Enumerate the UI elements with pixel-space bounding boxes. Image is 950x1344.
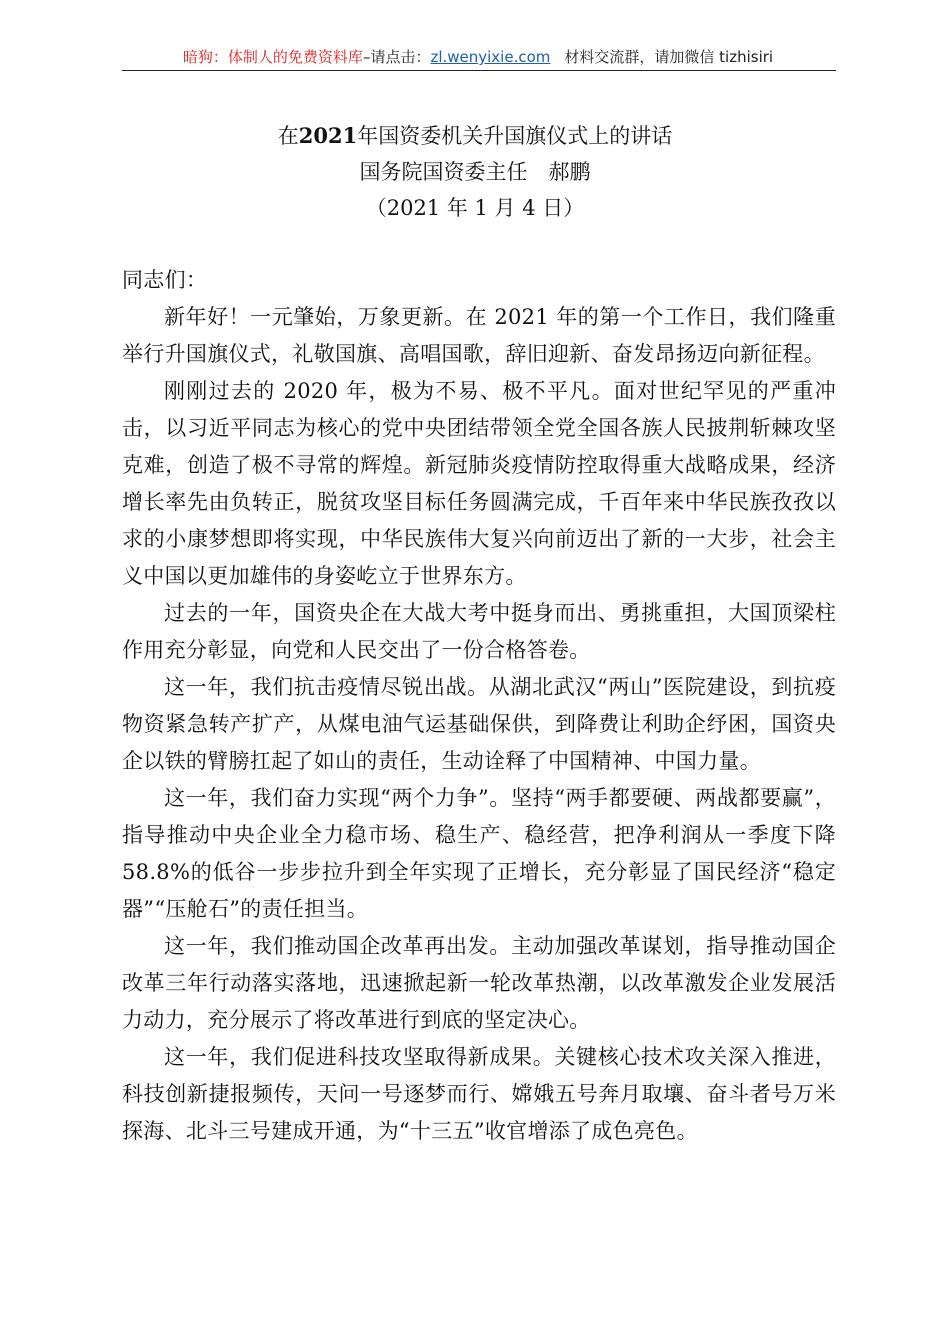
page-header (122, 44, 834, 70)
document-speaker: 国务院国资委主任 郝鹏 (359, 160, 591, 184)
paragraph: 这一年，我们推动国企改革再出发。主动加强改革谋划，指导推动国企改革三年行动落实落地，迅速掀起新一轮改革热潮，以改革激发企业发展活力动力，充分展示了将改革进行到底的坚定决心。 (122, 934, 836, 1032)
header-wechat: 材料交流群，请加微信 tizhisiri (564, 48, 774, 66)
paragraph: 过去的一年，国资央企在大战大考中挺身而出、勇挑重担，大国顶梁柱作用充分彰显，向党和人民交出了一份合格答卷。 (122, 601, 836, 662)
header-link[interactable]: zl.wenyixie.com (430, 48, 551, 66)
paragraph: 这一年，我们奋力实现“两个力争”。坚持“两手都要硬、两战都要赢”，指导推动中央企业全力稳市场、稳生产、稳经营，把净利润从一季度下降 58.8%的低谷一步步拉升到全年实现了正增长，充分彰显了国民经济“稳定器”“压舱石”的责任担当。 (122, 786, 836, 921)
paragraph: 这一年，我们促进科技攻坚取得新成果。关键核心技术攻关深入推进，科技创新捷报频传，天问一号逐梦而行、嫦娥五号奔月取壤、奋斗者号万米探海、北斗三号建成开通，为“十三五”收官增添了成色亮色。 (122, 1045, 836, 1143)
speech-body (122, 262, 836, 1150)
title-prefix: 在 (277, 124, 299, 148)
title-suffix: 年国资委机关升国旗仪式上的讲话 (357, 124, 673, 148)
title-block (0, 118, 950, 226)
title-year: 2021 (298, 123, 358, 148)
document-date: （2021 年 1 月 4 日） (365, 196, 585, 220)
salutation: 同志们： (122, 268, 208, 292)
header-brand: 暗狗：体制人的免费资料库 (182, 48, 363, 66)
header-click-prompt: –请点击： (362, 48, 431, 66)
paragraph: 刚刚过去的 2020 年，极为不易、极不平凡。面对世纪罕见的严重冲击，以习近平同志为核心的党中央团结带领全党全国各族人民披荆斩棘攻坚克难，创造了极不寻常的辉煌。新冠肺炎疫情防控取得重大战略成果，经济增长率先由负转正，脱贫攻坚目标任务圆满完成，千百年来中华民族孜孜以求的小康梦想即将实现，中华民族伟大复兴向前迈出了新的一大步，社会主义中国以更加雄伟的身姿屹立于世界东方。 (122, 379, 836, 588)
paragraph: 这一年，我们抗击疫情尽锐出战。从湖北武汉“两山”医院建设，到抗疫物资紧急转产扩产，从煤电油气运基础保供，到降费让利助企纾困，国资央企以铁的臂膀扛起了如山的责任，生动诠释了中国精神、中国力量。 (122, 675, 836, 773)
document-title (0, 118, 950, 154)
header-divider (122, 70, 836, 71)
paragraph: 新年好！一元肇始，万象更新。在 2021 年的第一个工作日，我们隆重举行升国旗仪式，礼敬国旗、高唱国歌，辞旧迎新、奋发昂扬迈向新征程。 (122, 305, 836, 366)
